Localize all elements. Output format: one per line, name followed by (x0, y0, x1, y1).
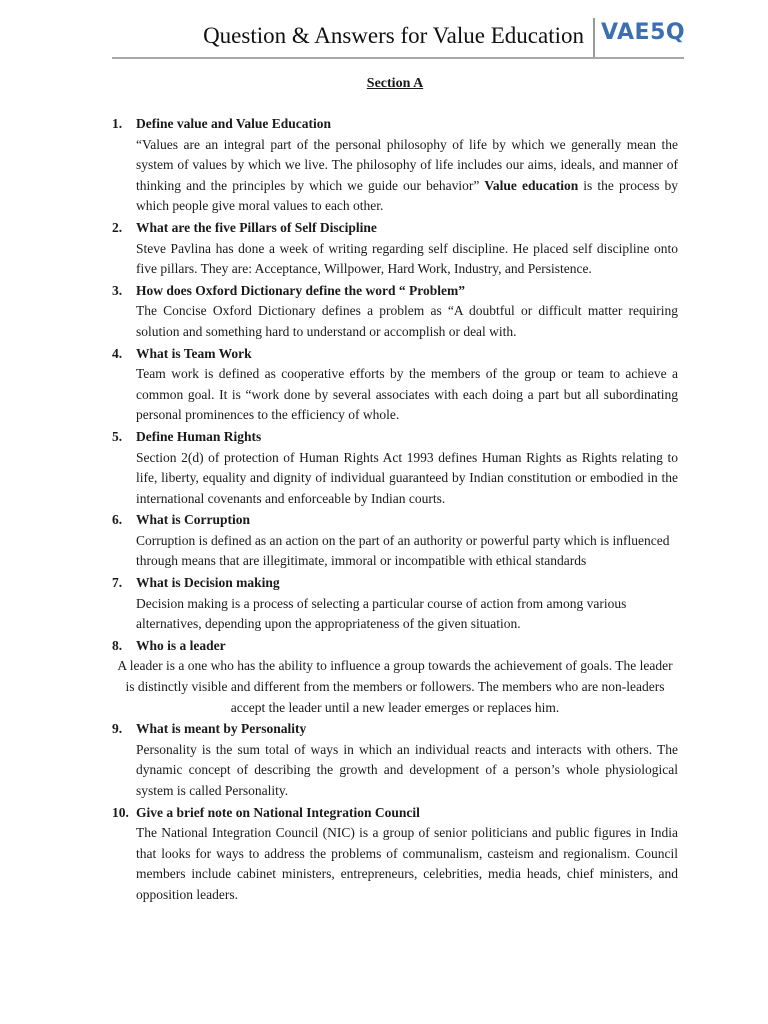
section-title: Section A (366, 76, 424, 91)
qa-item-7 (112, 573, 678, 635)
question-text: Give a brief note on National Integration Council (136, 804, 420, 820)
qa-item-6 (112, 510, 678, 572)
question-number: 7. (112, 575, 123, 591)
answer-text: Steve Pavlina has done a week of writing regarding self discipline. He placed self discipline onto five pillars. They are: Acceptance, Willpower, Hard Work, Industry, and Persistence. (136, 240, 678, 277)
question-text: Define Human Rights (136, 428, 262, 444)
question-text: How does Oxford Dictionary define the word “ Problem” (136, 282, 465, 298)
question-text: What is meant by Personality (136, 721, 307, 737)
qa-item-2 (112, 218, 678, 280)
header-divider (593, 18, 595, 58)
question-number: 8. (112, 637, 123, 653)
qa-item-9 (112, 719, 678, 801)
answer-text (136, 135, 678, 217)
answer-text: Corruption is defined as an action on the part of an authority or powerful party which is influenced through means that are illegitimate, immoral or incompatible with ethical standards (136, 532, 670, 569)
question-text: What is Team Work (136, 345, 252, 361)
qa-item-4 (112, 344, 678, 426)
qa-item-10 (112, 803, 678, 906)
question-number: 10. (112, 804, 129, 820)
question-text: What is Decision making (136, 575, 280, 591)
question-number: 2. (112, 219, 123, 235)
document-code: VAE5Q (601, 20, 686, 45)
answer-text: Decision making is a process of selecting a particular course of action from among various alternatives, depending upon the appropriateness of the given situation. (136, 595, 627, 632)
answer-text: Section 2(d) of protection of Human Rights Act 1993 defines Human Rights as Rights relating to life, liberty, equality and dignity of individual guaranteed by Indian constitution or embodied in the international covenants and enforceable by Indian courts. (136, 449, 678, 506)
qa-item-5 (112, 427, 678, 509)
answer-text: The National Integration Council (NIC) is a group of senior politicians and public figures in India that looks for ways to address the problems of communalism, casteism and regionalism. Council members include cabinet ministers, entrepreneurs, celebrities, media heads, chief ministers, and opposition leaders. (136, 825, 678, 902)
question-number: 6. (112, 512, 123, 528)
answer-bold-term: Value education (484, 177, 579, 193)
question-text: Who is a leader (136, 637, 226, 653)
question-number: 1. (112, 116, 123, 131)
question-text: Define value and Value Education (136, 116, 332, 131)
qa-list (112, 114, 678, 907)
qa-item-3 (112, 281, 678, 343)
qa-item-8 (112, 636, 678, 718)
answer-text: Personality is the sum total of ways in which an individual reacts and interacts with others. The dynamic concept of describing the growth and development of a person’s whole physiological system is called Personality. (136, 741, 678, 798)
answer-text: A leader is a one who has the ability to influence a group towards the achievement of goals. The leader is distinctly visible and different from the members or followers. The members who are non-leaders accept the leader until a new leader emerges or replaces him. (117, 658, 673, 715)
document-title: Question & Answers for Value Education (203, 23, 584, 48)
question-number: 4. (112, 345, 123, 361)
answer-text: The Concise Oxford Dictionary defines a problem as “A doubtful or difficult matter requiring solution and something hard to understand or accomplish or deal with. (136, 303, 678, 339)
question-number: 3. (112, 282, 123, 298)
answer-text-part: “Values are an integral part of the personal philosophy of life by which we generally mean the system of values by which we live. The philosophy of life includes our aims, ideals, and manner of thinking and the principles by which we guide our behavior” (136, 136, 678, 193)
answer-text: Team work is defined as cooperative efforts by the members of the group or team to achieve a common goal. It is “work done by several associates with each doing a part but all subordinating personal prominences to the efficiency of whole. (136, 366, 678, 423)
qa-item-1 (112, 114, 678, 217)
page-header (0, 14, 768, 58)
answer-text-part: is the process by which people give moral values to each other. (136, 177, 679, 214)
question-text: What are the five Pillars of Self Discipline (136, 219, 377, 235)
question-number: 9. (112, 721, 123, 737)
question-text: What is Corruption (136, 512, 251, 528)
question-number: 5. (112, 428, 123, 444)
header-rule (112, 57, 684, 59)
